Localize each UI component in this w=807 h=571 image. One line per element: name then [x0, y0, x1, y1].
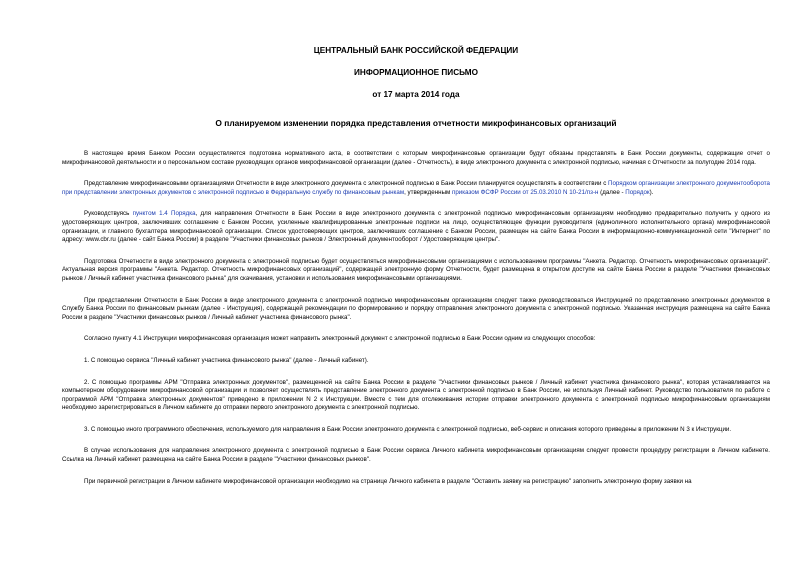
paragraph-6: Согласно пункту 4.1 Инструкции микрофинансовая организация может направить электронный документ с электронной подписью в Банк России одним из следующих способов: [84, 335, 596, 343]
paragraph-2: Представление микрофинансовыми организациями Отчетности в виде электронного документа с электронной подписью в Банк России планируется осуществлять в соответствии с Порядком организации электронного документооборота при представлении электронных документов с электронной подписью в Федеральную службу по финансовым рынкам, утвержденным приказом ФСФР России от 25.03.2010 N 10-21/пз-н (далее - Порядок). [62, 180, 770, 196]
list-item-3: 3. С помощью иного программного обеспечения, используемого для направления в Банк России электронного документа с электронной подписью, веб-сервис и описания которого приведены в приложении N 3 к Инструкции. [84, 425, 732, 433]
document [62, 46, 770, 486]
document-type-heading: ИНФОРМАЦИОННОЕ ПИСЬМО [354, 68, 478, 77]
list-item-1: 1. С помощью сервиса "Личный кабинет участника финансового рынка" (далее - Личный кабинет). [84, 356, 369, 364]
paragraph-11: При первичной регистрации в Личном кабинете микрофинансовой организации необходимо на странице Личного кабинета в разделе "Оставить заявку на регистрацию" заполнить электронную форму заявки на [84, 477, 692, 485]
link-prikaz-fsfr[interactable]: приказом ФСФР России от 25.03.2010 N 10-21/пз-н [452, 188, 599, 196]
document-title: О планируемом изменении порядка представления отчетности микрофинансовых организаций [215, 118, 617, 128]
paragraph-4: Подготовка Отчетности в виде электронного документа с электронной подписью будет осуществляться микрофинансовыми организациями с использованием программы "Анкета. Редактор. Отчетность микрофинансовых организаций". Актуальная версия программы "Анкета. Редактор. Отчетность микрофинансовых организаций", содержащей электронную форму Отчетности, будет размещена в открытом доступе на сайте Банка России в разделе "Участники финансовых рынков / Личный кабинет участника финансового рынка" для скачивания, установки и использования микрофинансовыми организациями. [62, 257, 770, 282]
list-item-2: 2. С помощью программы АРМ "Отправка электронных документов", размещенной на сайте Банка России в разделе "Участники финансовых рынков / Личный кабинет участника финансового рынка", которая устанавливается на компьютерном оборудовании микрофинансовой организации и позволяет осуществлять представление электронного документа с электронной подписью в Банк России, не используя Личный кабинет. Руководство пользователя по работе с программой АРМ "Отправка электронных документов" приведено в приложении N 2 к Инструкции. Вместе с тем для отслеживания истории отправки электронного документа с электронной подписью микрофинансовым организациям необходимо зарегистрироваться в Личном кабинете до отправки первого электронного документа с электронной подписью. [62, 378, 770, 412]
link-punkt-1-4[interactable]: пунктом 1.4 Порядка [132, 210, 196, 218]
link-poryadok[interactable]: Порядок [625, 188, 650, 196]
organization-heading: ЦЕНТРАЛЬНЫЙ БАНК РОССИЙСКОЙ ФЕДЕРАЦИИ [313, 46, 519, 55]
paragraph-5: При представлении Отчетности в Банк России в виде электронного документа с электронной подписью микрофинансовым организациям следует также руководствоваться Инструкцией по представлению электронных документов в Службу Банка России по финансовым рынкам (далее - Инструкция), содержащей рекомендации по формированию и порядку отправления электронного документа с электронной подписью. Указанная инструкция размещена на сайте Банка России в разделе "Участники финансовых рынков / Личный кабинет участника финансового рынка". [62, 296, 770, 321]
link-poryadok-edo[interactable]: Порядком организации электронного документооборота при представлении электронных документов с электронной подписью в Федеральную службу по финансовым рынкам [62, 180, 770, 196]
paragraph-3: Руководствуясь пунктом 1.4 Порядка, для направления Отчетности в Банк России в виде электронного документа с электронной подписью микрофинансовым организациям необходимо предварительно получить у одного из удостоверяющих центров, заключивших соглашение с Банком России, усиленные квалифицированные электронные подписи на лицо, осуществляющее функции руководителя (единоличного исполнительного органа) микрофинансовой организации, и главного бухгалтера микрофинансовой организации. Список удостоверяющих центров, заключивших соглашение с Банком России, размещен на сайте Банка России в информационно-коммуникационной сети "Интернет" по адресу: www.cbr.ru (далее - сайт Банка России) в разделе "Участники финансовых рынков / Электронный документооборот / Удостоверяющие центры". [62, 210, 770, 244]
paragraph-10: В случае использования для направления электронного документа с электронной подписью в Банк России сервиса Личного кабинета микрофинансовым организациям следует провести процедуру регистрации в Личном кабинете. Ссылка на Личный кабинет размещена на сайте Банка России в разделе "Участники финансовых рынков". [62, 447, 770, 464]
paragraph-1: В настоящее время Банком России осуществляется подготовка нормативного акта, в соответствии с которым микрофинансовые организации будут обязаны представлять в Банк России документы, содержащие отчет о микрофинансовой деятельности и о персональном составе руководящих органов микрофинансовой организации (далее - Отчетность), в виде электронного документа с электронной подписью, начиная с Отчетности за полугодие 2014 года. [62, 150, 770, 166]
document-date: от 17 марта 2014 года [372, 90, 460, 99]
